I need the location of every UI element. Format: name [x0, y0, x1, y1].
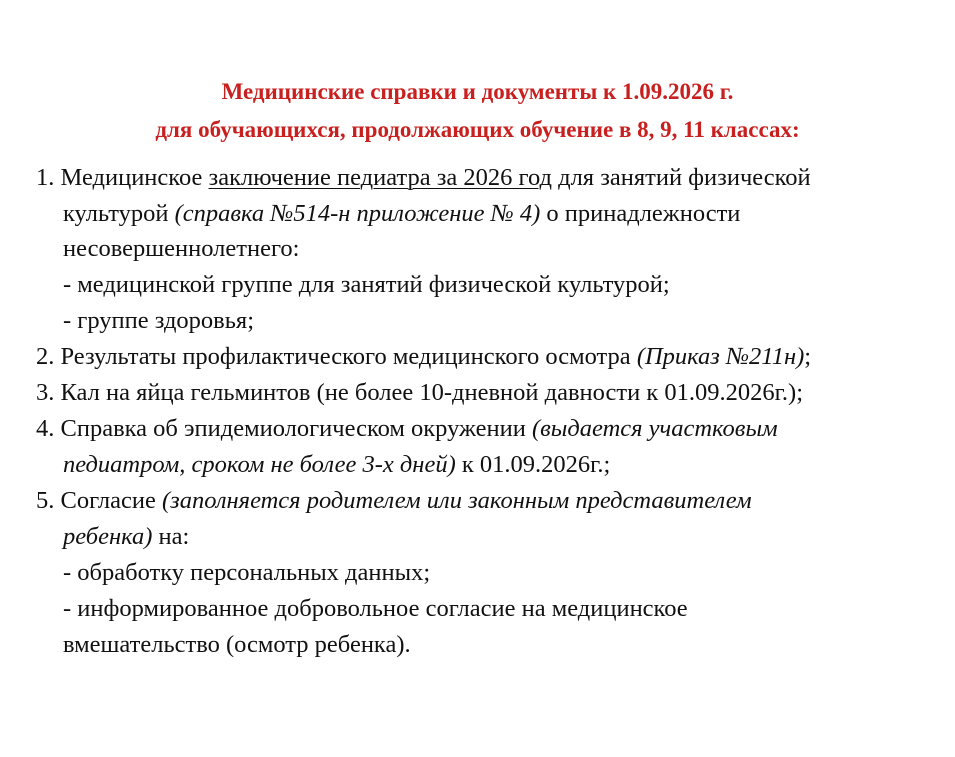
item-1-number: 1. [36, 164, 55, 191]
item-4-text: Справка об эпидемиологическом окружении [60, 415, 532, 442]
document-title-line-1: Медицинские справки и документы к 1.09.2026 г. [221, 79, 734, 104]
item-1-text-d: о принадлежности [540, 200, 741, 227]
item-4-line-1 [36, 414, 778, 444]
item-2-text: Результаты профилактического медицинского осмотра [60, 343, 637, 370]
item-5-sub-3: вмешательство (осмотр ребенка). [63, 631, 411, 658]
item-1-line-2 [63, 199, 740, 229]
item-4-line-2 [63, 450, 610, 480]
item-1-text-c: культурой [63, 200, 175, 227]
item-2-text-tail: ; [804, 343, 812, 370]
item-1-sub-1: - медицинской группе для занятий физической культурой; [63, 271, 670, 298]
item-5-italic-note-1: (заполняется родителем или законным представителем [161, 487, 752, 514]
item-4-italic-note-2: педиатром, сроком не более 3-х дней) [63, 451, 456, 478]
item-1-italic-note: (справка №514-н приложение № 4) [174, 200, 541, 227]
item-5-line-2 [63, 522, 189, 552]
item-4-text-tail: к 01.09.2026г.; [455, 451, 611, 478]
item-3-number: 3. [36, 379, 55, 406]
item-1-text: Медицинское [60, 164, 209, 191]
document-title-line-2: для обучающихся, продолжающих обучение в 8, 9, 11 классах: [155, 117, 800, 142]
item-5-italic-note-2: ребенка) [63, 523, 153, 550]
item-1-text-tail: для занятий физической [551, 164, 811, 191]
item-3-text: Кал на яйца гельминтов (не более 10-дневной давности к 01.09.2026г.); [60, 379, 804, 406]
item-5-line-1 [36, 486, 752, 516]
item-5-sub-1: - обработку персональных данных; [63, 559, 431, 586]
item-1-line-3: несовершеннолетнего: [63, 235, 300, 262]
item-1-line-1 [36, 163, 811, 193]
item-5-sub-2: - информированное добровольное согласие на медицинское [63, 595, 688, 622]
item-5-number: 5. [36, 487, 55, 514]
item-4-number: 4. [36, 415, 55, 442]
item-5-text-tail: на: [152, 523, 190, 550]
item-5-text: Согласие [60, 487, 162, 514]
item-2-number: 2. [36, 343, 55, 370]
item-2-line-1 [36, 342, 811, 372]
item-1-underlined-text: заключение педиатра за 2026 год [208, 164, 552, 191]
item-4-italic-note-1: (выдается участковым [531, 415, 778, 442]
item-1-sub-2: - группе здоровья; [63, 307, 254, 334]
item-3-line-1 [36, 378, 803, 408]
item-2-italic-note: (Приказ №211н) [636, 343, 805, 370]
